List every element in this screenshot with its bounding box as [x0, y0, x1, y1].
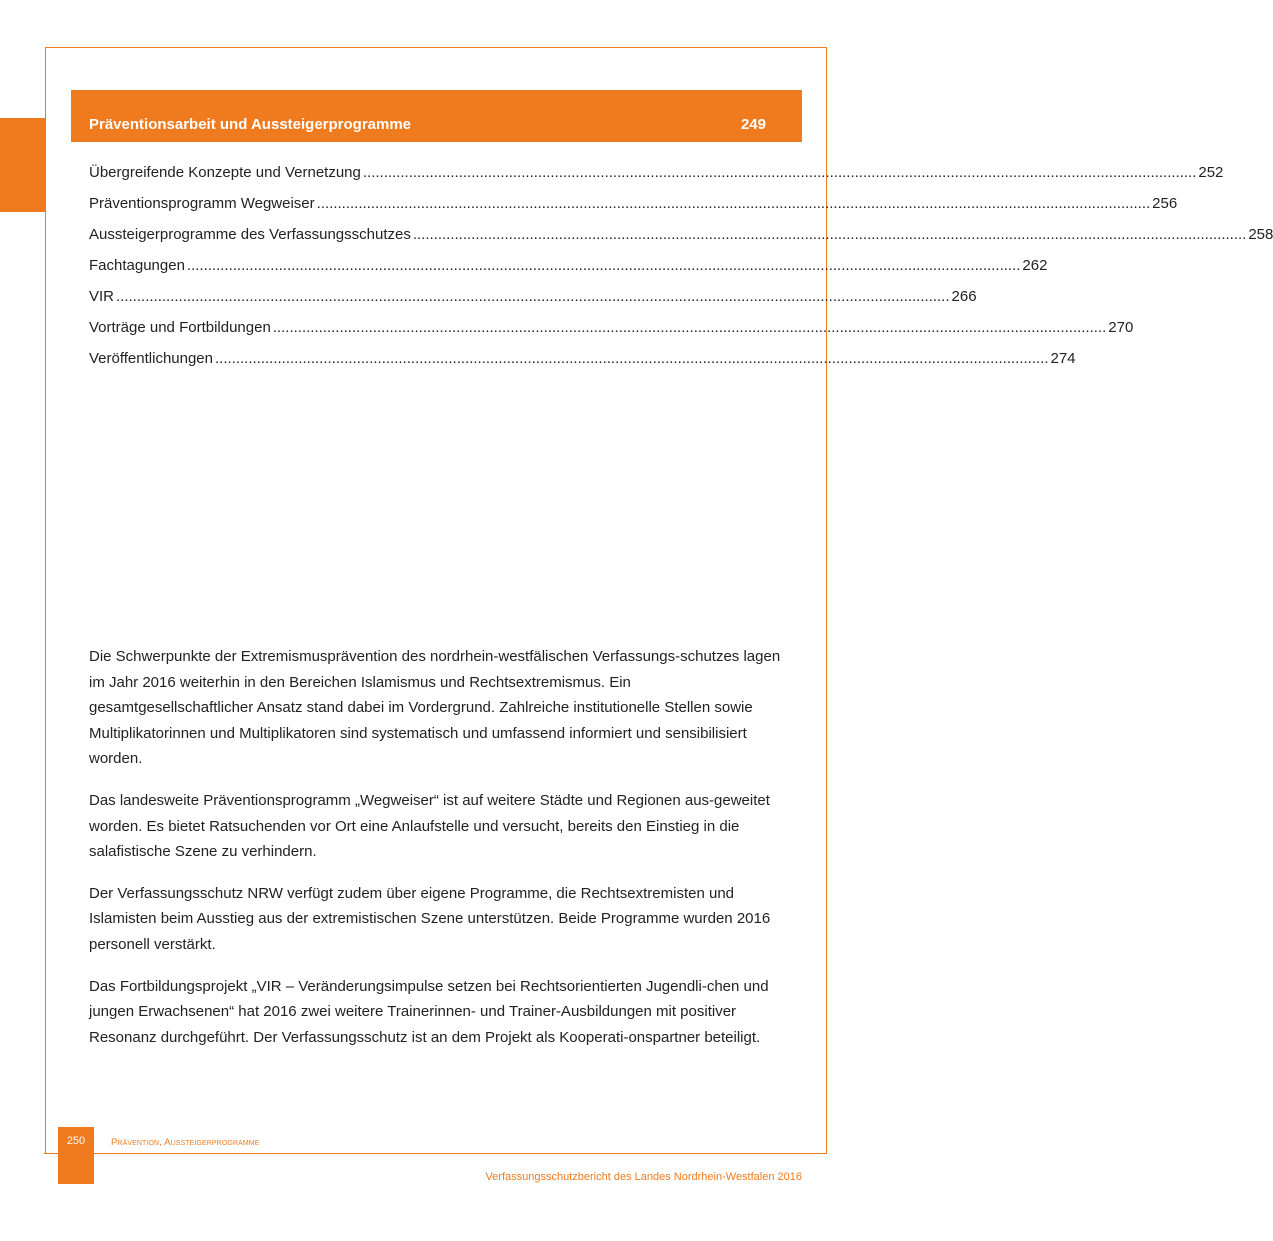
toc-entry-page: 256: [1152, 195, 1178, 212]
paragraph: Das landesweite Präventionsprogramm „Wegweiser“ ist auf weitere Städte und Regionen aus-geweitet worden. Es bietet Ratsuchenden vor Ort eine Anlaufstelle und versucht, bereits den Einstieg in die salafistische Szene zu verhindern.: [89, 791, 770, 861]
table-of-contents: [89, 163, 1273, 380]
toc-entry[interactable]: [89, 256, 1048, 287]
toc-entry-title: VIR: [89, 288, 115, 305]
toc-entry[interactable]: [89, 287, 977, 318]
toc-entry-page: 258: [1248, 226, 1273, 243]
toc-entry[interactable]: [89, 349, 1076, 380]
toc-entry-page: 266: [951, 288, 977, 305]
toc-leader-dots: ........................................................................................................................................................................................................: [412, 226, 1247, 243]
chapter-header: [71, 90, 802, 142]
toc-leader-dots: ........................................................................................................................................................................................................: [116, 288, 950, 305]
toc-leader-dots: ........................................................................................................................................................................................................: [362, 164, 1197, 181]
toc-entry[interactable]: [89, 318, 1134, 349]
toc-entry[interactable]: [89, 163, 1224, 194]
toc-entry-page: 252: [1198, 164, 1224, 181]
toc-entry-page: 270: [1108, 319, 1134, 336]
toc-entry[interactable]: [89, 225, 1273, 256]
running-head: Prävention, Aussteigerprogramme: [111, 1137, 260, 1148]
toc-entry-title: Veröffentlichungen: [89, 350, 213, 367]
chapter-page-number: 249: [740, 116, 766, 133]
toc-leader-dots: ........................................................................................................................................................................................................: [186, 257, 1021, 274]
footer-divider: [44, 1153, 827, 1154]
chapter-summary: [89, 644, 799, 1066]
toc-leader-dots: ........................................................................................................................................................................................................: [215, 350, 1049, 367]
toc-entry-page: 262: [1022, 257, 1048, 274]
paragraph: Das Fortbildungsprojekt „VIR – Veränderungsimpulse setzen bei Rechtsorientierten Jugendli-chen und jungen Erwachsenen“ hat 2016 zwei weitere Trainerinnen- und Trainer-Ausbildungen mit positiver Resonanz durchgeführt. Der Verfassungsschutz ist an dem Projekt als Kooperati-onspartner beteiligt.: [89, 977, 769, 1046]
toc-entry-title: Aussteigerprogramme des Verfassungsschutzes: [89, 226, 411, 243]
page-number: 250: [58, 1127, 94, 1184]
toc-entry-title: Übergreifende Konzepte und Vernetzung: [89, 164, 361, 181]
toc-entry-title: Vorträge und Fortbildungen: [89, 319, 271, 336]
publication-title: Verfassungsschutzbericht des Landes Nordrhein-Westfalen 2016: [485, 1171, 802, 1183]
toc-leader-dots: ........................................................................................................................................................................................................: [316, 195, 1151, 212]
toc-entry[interactable]: [89, 194, 1178, 225]
chapter-side-tab: [0, 118, 45, 212]
toc-entry-title: Fachtagungen: [89, 257, 185, 274]
chapter-title: Präventionsarbeit und Aussteigerprogramme: [89, 116, 412, 133]
toc-entry-page: 274: [1050, 350, 1076, 367]
paragraph: Der Verfassungsschutz NRW verfügt zudem über eigene Programme, die Rechtsextremisten und Islamisten beim Ausstieg aus der extremistischen Szene unterstützen. Beide Programme wurden 2016 personell verstärkt.: [89, 884, 771, 953]
toc-entry-title: Präventionsprogramm Wegweiser: [89, 195, 315, 212]
paragraph: Die Schwerpunkte der Extremismusprävention des nordrhein-westfälischen Verfassungs-schutzes lagen im Jahr 2016 weiterhin in den Bereichen Islamismus und Rechtsextremismus. Ein gesamtgesellschaftlicher Ansatz stand dabei im Vordergrund. Zahlreiche institutionelle Stellen sowie Multiplikatorinnen und Multiplikatoren sind systematisch und umfassend informiert und sensibilisiert worden.: [89, 648, 781, 768]
toc-leader-dots: ........................................................................................................................................................................................................: [272, 319, 1107, 336]
